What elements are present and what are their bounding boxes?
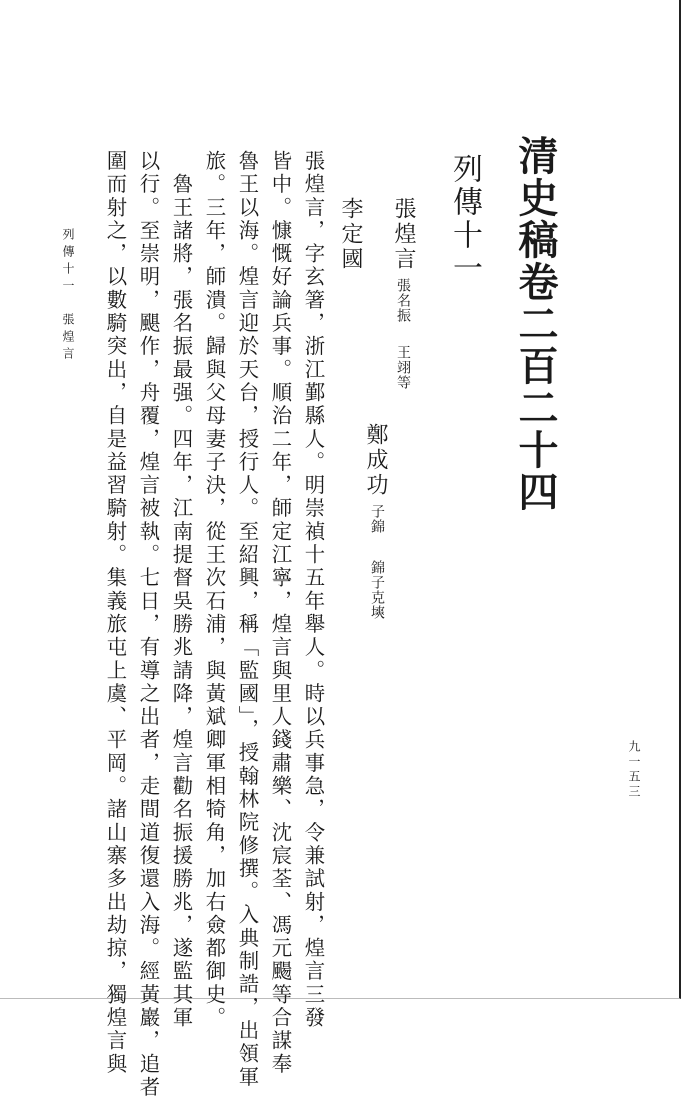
toc-entry-zheng-chenggong: 鄭成功 [363,423,388,498]
body-text-line: 以行。至崇明，颶作，舟覆，煌言被執。七日，有導之出者，走間道復還入海。經黃巖，追者 [136,150,161,1099]
running-header: 列傳十一 張煌言 [61,228,75,364]
body-text-line: 張煌言，字玄箸，浙江鄞縣人。明崇禎十五年舉人。時以兵事急，令兼試射，煌言三發 [301,150,326,1030]
body-text-line: 旅。三年，師潰。歸與父母妻子決，從王次石浦，與黃斌卿軍相犄角，加右僉都御史。 [202,150,227,1030]
body-text-line: 皆中。慷慨好論兵事。順治二年，師定江寧，煌言與里人錢肅樂、沈宸荃、馮元颺等合謀奉 [268,150,293,1076]
toc-sub-entry: 王翊等 [395,345,411,390]
toc-sub-entry: 子錦 [369,504,385,534]
page-number: 九一五三 [627,740,641,800]
chapter-heading: 列傳十一 [447,153,482,285]
toc-entry-zhang-huangyan: 張煌言 [391,197,416,272]
toc-sub-entry: 錦子克塽 [369,560,385,620]
toc-sub-entry: 張名振 [395,278,411,323]
body-text-line: 圍而射之，以數騎突出，自是益習騎射。集義旅屯上虞、平岡。諸山寨多出劫掠，獨煌言與 [103,150,128,1076]
body-text-line: 魯王諸將，張名振最强。四年，江南提督吳勝兆請降，煌言勸名振援勝兆，遂監其軍 [169,150,194,1030]
book-title: 清史稿卷二百二十四 [512,135,559,513]
body-text-line: 魯王以海。煌言迎於天台，授行人。至紹興，稱「監國」，授翰林院修撰。入典制誥，出領軍 [235,150,260,1089]
toc-entry-li-dingguo: 李定國 [338,197,363,272]
